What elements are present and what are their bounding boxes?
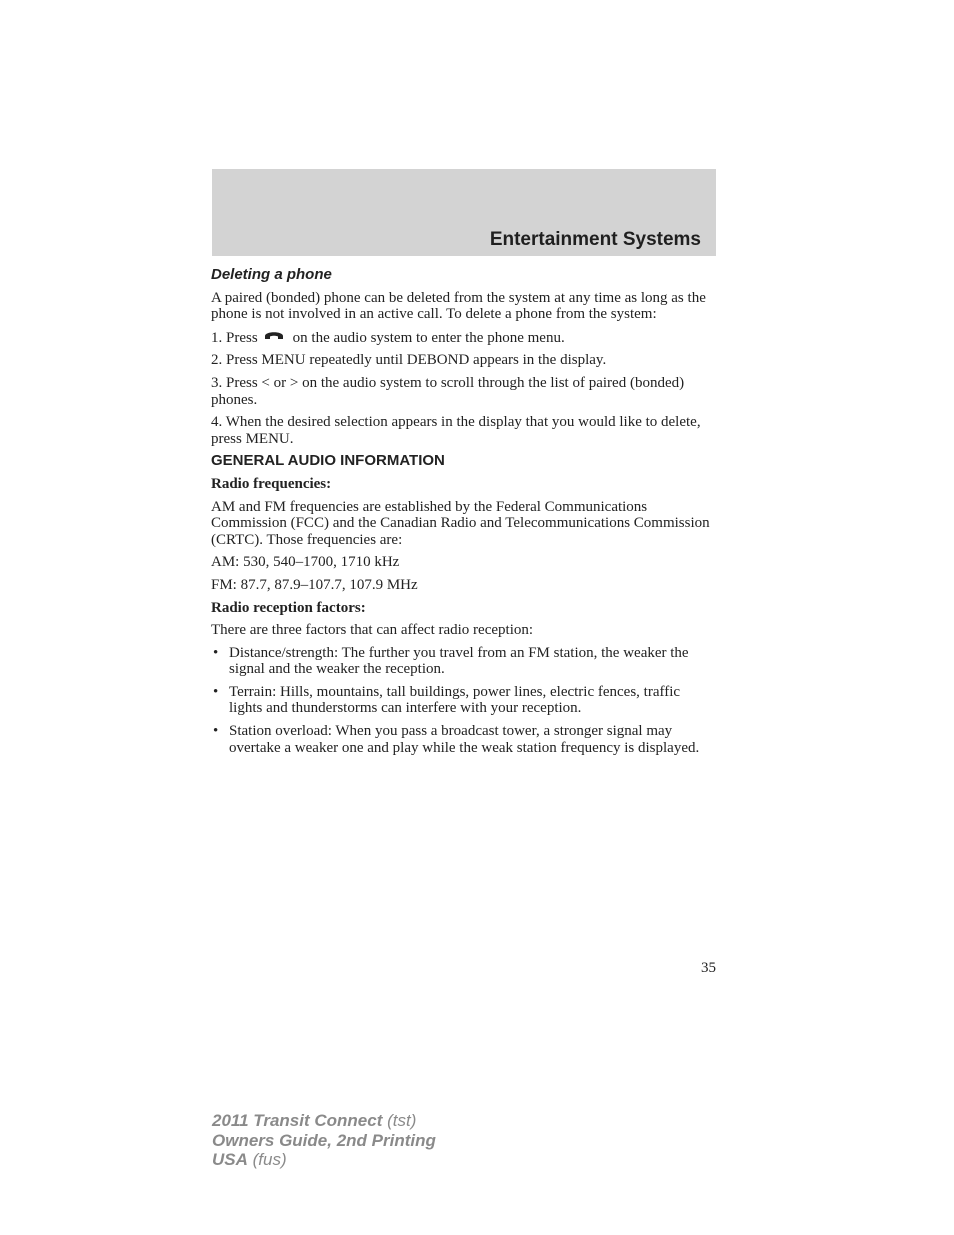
footer-model-code: (tst): [382, 1111, 417, 1130]
step-2: 2. Press MENU repeatedly until DEBOND appears in the display.: [211, 352, 607, 369]
list-item: [211, 684, 717, 717]
factor-text: Station overload: When you pass a broadcast tower, a stronger signal may overtake a weaker one and play while the weak station frequency is displayed.: [229, 723, 700, 756]
factor-text: Terrain: Hills, mountains, tall buildings, power lines, electric fences, traffic lights and thunderstorms can interfere with your reception.: [229, 683, 681, 717]
fm-frequencies: FM: 87.7, 87.9–107.7, 107.9 MHz: [211, 576, 418, 593]
list-item: [211, 645, 717, 678]
bullet-icon: •: [213, 723, 219, 740]
reception-factors-list: [211, 645, 717, 757]
page-number: 35: [701, 960, 716, 976]
list-item: [211, 723, 717, 756]
section-title: Entertainment Systems: [489, 229, 701, 250]
phone-handset-icon: [263, 329, 285, 341]
deleting-phone-title: Deleting a phone: [211, 266, 332, 283]
footer-line-1: [212, 1111, 436, 1131]
radio-frequencies-label: Radio frequencies:: [211, 475, 332, 492]
step-1: [211, 329, 717, 347]
deleting-intro: A paired (bonded) phone can be deleted from the system at any time as long as the phone is not involved in an active call. To delete a phone from the system:: [211, 289, 706, 323]
footer-line-2: Owners Guide, 2nd Printing: [212, 1130, 436, 1150]
section-header-band: [212, 169, 716, 256]
reception-intro: There are three factors that can affect radio reception:: [211, 622, 534, 639]
general-audio-heading: GENERAL AUDIO INFORMATION: [211, 452, 445, 470]
step-1-prefix: 1. Press: [211, 329, 258, 346]
radio-frequencies-text: AM and FM frequencies are established by the Federal Communications Commission (FCC) and the Canadian Radio and Telecommunications Commission (CRTC). Those frequencies are:: [211, 498, 710, 548]
bullet-icon: •: [213, 683, 219, 700]
factor-text: Distance/strength: The further you travel from an FM station, the weaker the signal and the weaker the reception.: [229, 644, 689, 678]
footer-model: 2011 Transit Connect: [212, 1111, 383, 1130]
bullet-icon: •: [213, 644, 219, 661]
step-3: 3. Press < or > on the audio system to scroll through the list of paired (bonded) phones.: [211, 374, 685, 408]
am-frequencies: AM: 530, 540–1700, 1710 kHz: [211, 554, 400, 571]
footer-market: USA: [212, 1150, 248, 1169]
footer-line-3: [212, 1150, 436, 1170]
document-footer: [212, 1111, 436, 1170]
page-content: [211, 267, 717, 762]
reception-factors-label: Radio reception factors:: [211, 599, 366, 616]
step-1-suffix: on the audio system to enter the phone menu.: [292, 329, 565, 346]
footer-market-code: (fus): [247, 1150, 287, 1169]
step-4: 4. When the desired selection appears in the display that you would like to delete, press MENU.: [211, 414, 701, 447]
